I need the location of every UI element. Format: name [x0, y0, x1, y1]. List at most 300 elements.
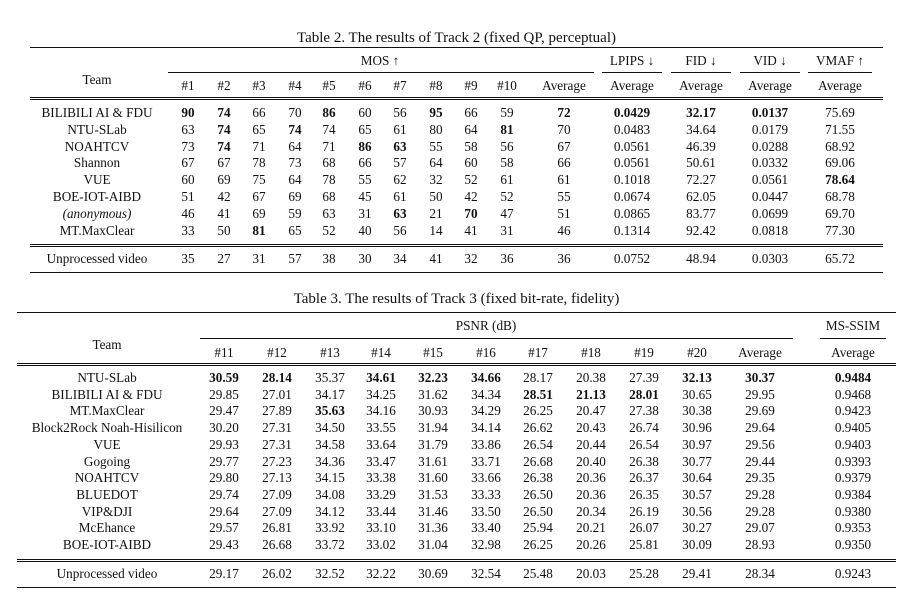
- table2-cell: 59: [500, 105, 514, 120]
- table2-cell: 65: [358, 121, 372, 137]
- table2-cell: 46: [557, 222, 571, 238]
- table3-cell: 20.36: [576, 486, 606, 502]
- table2-cell: 67: [252, 189, 266, 204]
- table2-sub-header: #6: [358, 78, 372, 93]
- table2-cell: 33: [181, 222, 195, 238]
- table3-cell: 0.9384: [834, 486, 872, 502]
- table3-cell: 26.25: [523, 403, 553, 419]
- table2-cell: 68: [322, 189, 336, 204]
- table2-cell: 0.1314: [613, 222, 651, 238]
- table2-cell: 70: [464, 205, 478, 221]
- table2-baseline-team: Unprocessed video: [46, 251, 148, 266]
- table3-cell: 29.64: [745, 420, 775, 436]
- table3-team-name: NOAHTCV: [74, 470, 140, 486]
- table2-team-name: (anonymous): [62, 205, 132, 221]
- table2-cell: 50: [429, 189, 443, 204]
- table2-cell: 86: [358, 138, 372, 154]
- table2-cell: 92.42: [686, 222, 716, 238]
- table3-team-name: Block2Rock Noah-Hisilicon: [31, 420, 183, 436]
- table2-cell: 58: [464, 138, 478, 154]
- table2-baseline-cell: 38: [322, 251, 336, 266]
- table2-cell: 50.61: [686, 155, 716, 171]
- table3-header-rule: [17, 363, 896, 364]
- table2-sub-header: #2: [217, 78, 231, 93]
- table2-cell: 75: [252, 172, 266, 188]
- table3-cell: 20.26: [576, 537, 606, 552]
- table2-sub-header: #5: [322, 78, 336, 93]
- table3-team-name: BLUEDOT: [76, 486, 138, 502]
- table2-baseline-cell: 32: [464, 251, 478, 266]
- table2-cell: 73: [181, 138, 195, 154]
- table3-cell: 27.09: [262, 503, 292, 519]
- table2-cell: 74: [288, 121, 302, 137]
- table3-cell: 31.04: [418, 537, 448, 552]
- table3-team-name: VUE: [93, 436, 121, 452]
- table2-cell: 63: [322, 205, 336, 221]
- table3-cell: 0.9380: [834, 503, 872, 519]
- table3-sub-header: Average: [738, 345, 782, 360]
- table3-cell: 26.68: [262, 537, 292, 552]
- table2-cell: 74: [322, 121, 336, 137]
- table2-cell: 51: [181, 189, 195, 204]
- table2-team-header: Team: [82, 72, 112, 87]
- table3-cell: 33.55: [366, 420, 396, 436]
- table2-cell: 0.0561: [751, 172, 789, 188]
- table2-cell: 74: [217, 121, 231, 137]
- table2-cell: 55: [557, 189, 571, 204]
- table2-cell: 42: [217, 189, 231, 204]
- table3-cell: 26.68: [523, 453, 553, 469]
- table2-cell: 68: [322, 155, 336, 171]
- table3-cell: 0.9405: [834, 420, 872, 436]
- table3-cell: 34.25: [366, 386, 396, 402]
- table2-cell: 78.64: [825, 172, 855, 188]
- table2-baseline-cell: 48.94: [686, 251, 716, 266]
- table3-cell: 30.93: [418, 403, 448, 419]
- table3-cell: 33.64: [366, 436, 396, 452]
- table3-cell: 26.25: [523, 537, 553, 552]
- table2-team-name: BILIBILI AI & FDU: [41, 105, 153, 120]
- table2-sub-header: Average: [679, 78, 723, 93]
- table3-cell: 34.14: [471, 420, 501, 436]
- table2-baseline-cell: 31: [252, 251, 266, 266]
- table3-team-name: BILIBILI AI & FDU: [51, 386, 163, 402]
- table2-cell: 41: [217, 205, 231, 221]
- table2-cell: 0.0483: [613, 121, 651, 137]
- table2-cell: 51: [557, 205, 571, 221]
- table3-cell: 31.62: [418, 386, 448, 402]
- table3-cell: 34.15: [315, 470, 345, 486]
- table2-cell: 42: [464, 189, 478, 204]
- table2-cell: 0.1018: [613, 172, 651, 188]
- table3-sub-header: #14: [371, 345, 391, 360]
- table3-cell: 27.01: [262, 386, 292, 402]
- table2-cell: 60: [464, 155, 478, 171]
- table3-cell: 20.38: [576, 370, 606, 385]
- table3-cell: 26.50: [523, 503, 553, 519]
- table2-cell: 61: [393, 121, 407, 137]
- table3-cell: 30.57: [682, 486, 712, 502]
- table2-cell: 61: [557, 172, 571, 188]
- table3-group-header: PSNR (dB): [455, 318, 517, 333]
- table3-cell: 26.38: [629, 453, 659, 469]
- table3-cell: 28.93: [745, 537, 775, 552]
- table2-cell: 65: [288, 222, 302, 238]
- table3-cell: 0.9353: [834, 520, 872, 536]
- table3-header-rule-double: [17, 365, 896, 366]
- table2-sub-header: #3: [252, 78, 266, 93]
- table3-cell: 20.43: [576, 420, 606, 436]
- table2-cell: 95: [429, 105, 443, 120]
- table3-cell: 29.93: [209, 436, 239, 452]
- table3-cell: 33.33: [471, 486, 501, 502]
- table3-cell: 0.9468: [834, 386, 872, 402]
- table2-cell: 0.0699: [751, 205, 789, 221]
- table3-baseline-cell: 0.9243: [834, 566, 872, 581]
- table3-cell: 27.31: [262, 420, 292, 436]
- table2-sub-header: Average: [610, 78, 654, 93]
- table3-cell: 0.9393: [834, 453, 872, 469]
- table3-cell: 34.58: [315, 436, 345, 452]
- table3-cell: 32.13: [682, 370, 712, 385]
- table3-cell: 35.63: [315, 403, 345, 419]
- table3-team-name: McEhance: [78, 520, 136, 536]
- table2-team-name: BOE-IOT-AIBD: [52, 189, 142, 204]
- table3-cell: 27.31: [262, 436, 292, 452]
- table3-cell: 30.96: [682, 420, 712, 436]
- table2-cell: 0.0865: [613, 205, 651, 221]
- table3-cell: 31.79: [418, 436, 448, 452]
- table2-cell: 67: [181, 155, 195, 171]
- table3-baseline-cell: 28.34: [745, 566, 775, 581]
- table2-cell: 0.0818: [751, 222, 789, 238]
- table3-cell: 30.09: [682, 537, 712, 552]
- table3-cell: 20.36: [576, 470, 606, 486]
- table3-cell: 33.44: [366, 503, 396, 519]
- table2-cell: 81: [500, 121, 514, 137]
- table2-cell: 46.39: [686, 138, 716, 154]
- table3-cell: 29.85: [209, 386, 239, 402]
- table2-cell: 81: [252, 222, 266, 238]
- table2-baseline-cell: 34: [393, 251, 407, 266]
- table3-cell: 30.77: [682, 453, 712, 469]
- table2-group-header: MOS ↑: [360, 53, 400, 68]
- table2-cell: 55: [429, 138, 443, 154]
- table2-cell: 60: [181, 172, 195, 188]
- table3-cell: 26.37: [629, 470, 659, 486]
- table3-cell: 29.56: [745, 436, 775, 452]
- table2-baseline-cell: 0.0303: [751, 251, 789, 266]
- table2-cell: 14: [429, 222, 443, 238]
- table3-baseline-cell: 32.52: [315, 566, 345, 581]
- table2-cell: 0.0332: [751, 155, 789, 171]
- table3-cell: 27.39: [629, 370, 659, 385]
- table3-sub-header: #11: [214, 345, 234, 360]
- table3-cell: 33.72: [315, 537, 345, 552]
- table2-baseline-cell: 30: [358, 251, 372, 266]
- table3-baseline-team: Unprocessed video: [56, 566, 158, 581]
- table2-cell: 0.0674: [613, 189, 651, 204]
- table3-cell: 33.38: [366, 470, 396, 486]
- table2-sub-header: Average: [542, 78, 586, 93]
- table3-cell: 25.94: [523, 520, 553, 536]
- table3-cell: 0.9484: [834, 370, 872, 385]
- table3-cell: 29.43: [209, 537, 239, 552]
- table2-cell: 61: [500, 172, 514, 188]
- table2-baseline-cell: 27: [217, 251, 231, 266]
- table3-cell: 33.71: [471, 453, 501, 469]
- table3-cell: 29.77: [209, 453, 239, 469]
- table3-cell: 28.01: [629, 386, 659, 402]
- table3-cell: 0.9423: [834, 403, 872, 419]
- table2-sub-header: #7: [393, 78, 407, 93]
- table2-cell: 64: [288, 138, 302, 154]
- table3-cell: 33.29: [366, 486, 396, 502]
- table2-cell: 47: [500, 205, 514, 221]
- table3-sub-header: #13: [320, 345, 340, 360]
- table2-cell: 74: [217, 105, 231, 120]
- table2-cell: 63: [393, 205, 407, 221]
- table2-cell: 69: [217, 172, 231, 188]
- table3-cell: 30.20: [209, 420, 239, 436]
- table3-cell: 0.9350: [834, 537, 872, 552]
- table2-cell: 52: [322, 222, 336, 238]
- table3-cell: 34.50: [315, 420, 345, 436]
- table2-team-name: MT.MaxClear: [59, 222, 135, 238]
- table3-cell: 28.14: [262, 370, 292, 385]
- table3-cell: 20.47: [576, 403, 606, 419]
- table2-baseline-cell: 65.72: [825, 251, 855, 266]
- table2-sub-header: #10: [497, 78, 517, 93]
- table3-cell: 30.37: [745, 370, 775, 385]
- table2-cell: 32.17: [686, 105, 716, 120]
- table2-cell: 78: [252, 155, 266, 171]
- table3-cell: 31.94: [418, 420, 448, 436]
- table3-cell: 29.69: [745, 403, 775, 419]
- table3-cell: 29.28: [745, 486, 775, 502]
- table3-cell: 20.34: [576, 503, 606, 519]
- table2-cell: 31: [500, 222, 514, 238]
- table3-sub-header: #15: [423, 345, 443, 360]
- table2-cell: 65: [252, 121, 266, 137]
- table3-cell: 31.60: [418, 470, 448, 486]
- table2-cell: 59: [288, 205, 302, 221]
- table3-cell: 33.86: [471, 436, 501, 452]
- table2-cell: 64: [464, 121, 478, 137]
- table3-body-rule-double: [17, 561, 896, 562]
- table2-sub-header: Average: [818, 78, 862, 93]
- table3-cell: 34.34: [471, 386, 501, 402]
- table2-cell: 58: [500, 155, 514, 171]
- table3-cell: 29.80: [209, 470, 239, 486]
- table2-sub-header: #8: [429, 78, 443, 93]
- table2-baseline-cell: 41: [429, 251, 443, 266]
- table3-sub-header: #18: [581, 345, 601, 360]
- table2-cell: 63: [181, 121, 195, 137]
- table3-cell: 33.92: [315, 520, 345, 536]
- table2-sub-header: #9: [464, 78, 478, 93]
- table3-cell: 29.95: [745, 386, 775, 402]
- table3-baseline-cell: 25.48: [523, 566, 553, 581]
- table3-cell: 33.50: [471, 503, 501, 519]
- table2-cell: 50: [217, 222, 231, 238]
- table2-cell: 56: [500, 138, 514, 154]
- table2-team-name: NOAHTCV: [64, 138, 130, 154]
- table2-cell: 41: [464, 222, 478, 238]
- table3-baseline-cell: 32.54: [471, 566, 501, 581]
- table3-group-header: MS-SSIM: [825, 318, 881, 333]
- table2-group-header: VMAF ↑: [816, 53, 864, 68]
- table3-baseline-cell: 29.41: [682, 566, 712, 581]
- table2-cell: 68.92: [825, 138, 855, 154]
- table3-team-name: VIP&DJI: [81, 503, 133, 519]
- table2-cell: 0.0179: [751, 121, 789, 137]
- table3-cell: 32.23: [418, 370, 448, 385]
- table2-cell: 0.0429: [613, 105, 651, 120]
- table2-sub-header: #1: [181, 78, 195, 93]
- table3-cell: 0.9379: [834, 470, 872, 486]
- table3-cell: 27.89: [262, 403, 292, 419]
- table3-cell: 30.65: [682, 386, 712, 402]
- table3-cell: 26.54: [523, 436, 553, 452]
- table3-cell: 28.51: [523, 386, 553, 402]
- table2-cell: 55: [358, 172, 372, 188]
- table3-cell: 20.40: [576, 453, 606, 469]
- table2-cell: 64: [429, 155, 443, 171]
- table3-cell: 27.09: [262, 486, 292, 502]
- table3-baseline-cell: 32.22: [366, 566, 396, 581]
- table3-cell: 33.66: [471, 470, 501, 486]
- table2-cell: 66: [557, 155, 571, 171]
- table2-cell: 64: [288, 172, 302, 188]
- table3-cell: 29.44: [745, 453, 775, 469]
- table3-team-name: Gogoing: [83, 453, 131, 469]
- table3-cell: 34.36: [315, 453, 345, 469]
- table2-cell: 66: [252, 105, 266, 120]
- table2-cell: 72.27: [686, 172, 716, 188]
- table3-sub-header: #17: [528, 345, 548, 360]
- table2-baseline-cell: 57: [288, 251, 302, 266]
- table3-cell: 34.29: [471, 403, 501, 419]
- table2-cell: 0.0137: [751, 105, 789, 120]
- table3-cell: 28.17: [523, 370, 553, 385]
- table2-cell: 63: [393, 138, 407, 154]
- table2-baseline-cell: 0.0752: [613, 251, 651, 266]
- table3-cell: 30.59: [209, 370, 239, 385]
- table3-cell: 20.21: [576, 520, 606, 536]
- table3-baseline-cell: 25.28: [629, 566, 659, 581]
- table2-cell: 56: [393, 222, 407, 238]
- table3-cell: 34.16: [366, 403, 396, 419]
- table3-cell: 35.37: [315, 370, 345, 385]
- table3-cell: 31.36: [418, 520, 448, 536]
- table2-cell: 80: [429, 121, 443, 137]
- table3-cell: 26.38: [523, 470, 553, 486]
- table3-cell: 30.64: [682, 470, 712, 486]
- table2-cell: 34.64: [686, 121, 716, 137]
- table3-team-name: BOE-IOT-AIBD: [62, 537, 152, 552]
- table3-cell: 27.38: [629, 403, 659, 419]
- table3-cell: 30.56: [682, 503, 712, 519]
- table2-team-name: NTU-SLab: [67, 121, 127, 137]
- table2-cell: 0.0447: [751, 189, 789, 204]
- table2-cell: 32: [429, 172, 443, 188]
- table2-sub-header: Average: [748, 78, 792, 93]
- table3-caption: Table 3. The results of Track 3 (fixed bit-rate, fidelity): [293, 291, 620, 307]
- table2-baseline-cell: 36: [500, 251, 514, 266]
- table3-cell: 26.35: [629, 486, 659, 502]
- table3-cell: 26.19: [629, 503, 659, 519]
- table3-cell: 29.47: [209, 403, 239, 419]
- table2-cell: 66: [358, 155, 372, 171]
- table3-baseline-cell: 30.69: [418, 566, 448, 581]
- table2-cell: 60: [358, 105, 372, 120]
- table2-group-header: LPIPS ↓: [609, 53, 655, 68]
- table2-cell: 21: [429, 205, 443, 221]
- table3-cell: 21.13: [576, 386, 606, 402]
- table2-cell: 56: [393, 105, 407, 120]
- table3-cell: 29.28: [745, 503, 775, 519]
- table3-cell: 34.66: [471, 370, 501, 385]
- table2-sub-header: #4: [288, 78, 302, 93]
- table3-cell: 30.97: [682, 436, 712, 452]
- table2-cell: 83.77: [686, 205, 716, 221]
- table3-cell: 25.81: [629, 537, 659, 552]
- table3-team-name: NTU-SLab: [77, 370, 137, 385]
- table3-cell: 26.74: [629, 420, 659, 436]
- table2-cell: 78: [322, 172, 336, 188]
- table2-cell: 67: [557, 138, 571, 154]
- table2-cell: 69: [288, 189, 302, 204]
- table3-cell: 33.02: [366, 537, 396, 552]
- table2-cell: 69.70: [825, 205, 855, 221]
- table2-cell: 70: [288, 105, 302, 120]
- table2-cell: 68.78: [825, 189, 855, 204]
- table2-cell: 71: [252, 138, 266, 154]
- table3-baseline-cell: 29.17: [209, 566, 239, 581]
- table3-psnr-underline: [200, 338, 793, 339]
- table2-cell: 45: [358, 189, 372, 204]
- table2-team-name: Shannon: [73, 155, 121, 171]
- table3-baseline-cell: 26.02: [262, 566, 292, 581]
- table2-cell: 86: [322, 105, 336, 120]
- table2-cell: 69: [252, 205, 266, 221]
- table3-cell: 29.74: [209, 486, 239, 502]
- table3-sub-header: #12: [267, 345, 287, 360]
- table3-cell: 33.47: [366, 453, 396, 469]
- table2-cell: 69.06: [825, 155, 855, 171]
- table2-cell: 70: [557, 121, 571, 137]
- table3-sub-header: Average: [831, 345, 875, 360]
- table2-cell: 90: [181, 105, 195, 120]
- table3-cell: 34.12: [315, 503, 345, 519]
- table2-cell: 61: [393, 189, 407, 204]
- table2-group-header: FID ↓: [685, 53, 717, 68]
- table3-cell: 30.38: [682, 403, 712, 419]
- table2-cell: 71.55: [825, 121, 855, 137]
- table3-cell: 33.10: [366, 520, 396, 536]
- table2-cell: 0.0561: [613, 138, 651, 154]
- table2-group-header: VID ↓: [753, 53, 787, 68]
- table3-msssim-underline: [820, 338, 886, 339]
- table3-cell: 33.40: [471, 520, 501, 536]
- table2-cell: 71: [322, 138, 336, 154]
- table2-cell: 57: [393, 155, 407, 171]
- table2-cell: 73: [288, 155, 302, 171]
- table2-caption: Table 2. The results of Track 2 (fixed QP, perceptual): [296, 30, 616, 46]
- table3-cell: 20.44: [576, 436, 606, 452]
- table2-cell: 72: [557, 105, 571, 120]
